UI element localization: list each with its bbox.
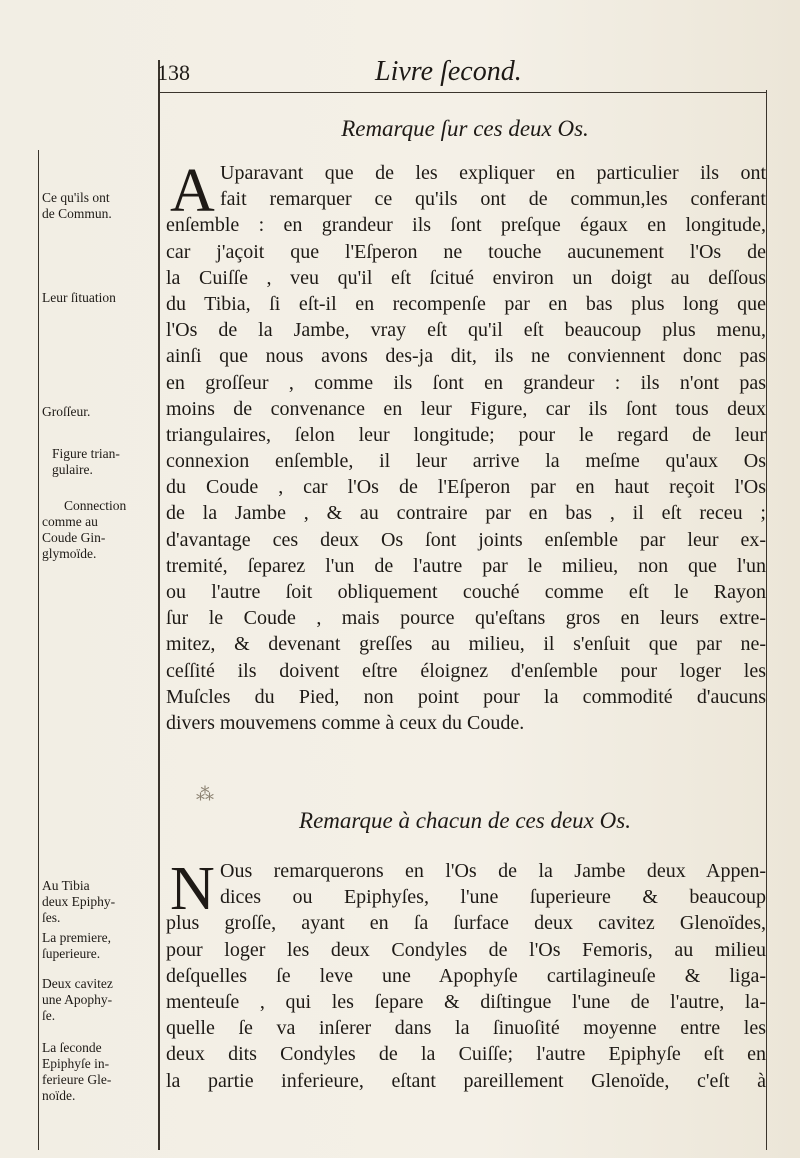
text-line: ou l'autre ſoit obliquement couché comme eſt le Rayon: [166, 581, 766, 603]
margin-note-line: Leur ſituation: [42, 290, 116, 305]
text-line: divers mouvemens comme à ceux du Coude.: [166, 711, 525, 734]
margin-note-line: glymoïde.: [42, 546, 97, 561]
margin-note-line: Au Tibia: [42, 878, 90, 893]
text-line: en groſſeur , comme ils ſont en grandeur : ils n'ont pas: [166, 371, 766, 394]
margin-note-line: ſe.: [42, 1008, 56, 1023]
text-line: ſur le Coude , mais pource qu'eſtans gros en leurs extre-: [166, 607, 766, 630]
text-line: ainſi que nous avons des-ja dit, ils ne conviennent donc pas: [166, 345, 766, 368]
margin-note-line: de Commun.: [42, 206, 112, 221]
text-line: Ous remarquerons en l'Os de la Jambe deux Appen-: [220, 860, 766, 882]
margin-note-situation: [42, 290, 156, 306]
margin-note-line: comme au: [42, 514, 98, 529]
margin-note-connection: [42, 498, 156, 562]
text-line: Muſcles du Pied, non point pour la commodité d'aucuns: [166, 685, 766, 708]
text-line: du Coude , car l'Os de l'Eſperon par en haut reçoit l'Os: [166, 476, 766, 499]
margin-note-line: Figure trian-: [52, 446, 120, 461]
margin-note-line: Groſſeur.: [42, 404, 91, 419]
margin-note-line: une Apophy-: [42, 992, 113, 1007]
text-line: tremité, ſeparez l'un de l'autre par le milieu, non que l'un: [166, 554, 766, 577]
margin-note-line: ferieure Gle-: [42, 1072, 112, 1087]
text-line: d'avantage ces deux Os ſont joints enſemble par leur ex-: [166, 528, 766, 551]
margin-note-line: ſuperieure.: [42, 946, 101, 961]
text-line: fait remarquer ce qu'ils ont de commun,les conferant: [220, 188, 766, 211]
margin-note-line: Connection: [64, 498, 127, 513]
margin-note-cavitez: [42, 976, 156, 1024]
section-2-body: [166, 855, 766, 1094]
text-line: deſquelles ſe leve une Apophyſe cartilagineuſe & liga-: [166, 964, 766, 987]
margin-note-line: Deux cavitez: [42, 976, 113, 991]
text-line: la Cuiſſe , veu qu'il eſt ſcitué environ un doigt au deſſous: [166, 266, 766, 289]
text-line: mitez, & devenant greſſes au milieu, il s'enſuit que par ne-: [166, 633, 766, 656]
text-line: ceſſité ils doivent eſtre éloignez d'enſemble pour loger les: [166, 659, 766, 682]
dropcap-a: A: [170, 157, 215, 225]
text-line: quelle ſe va inſerer dans la ſinuoſité moyenne entre les: [166, 1017, 766, 1040]
margin-note-line: noïde.: [42, 1088, 76, 1103]
page-number: 138: [157, 60, 190, 85]
margin-note-line: Epiphyſe in-: [42, 1056, 110, 1071]
running-title: Livre ſecond.: [375, 56, 522, 87]
section-title-1: Remarque ſur ces deux Os.: [341, 116, 589, 141]
section-1-body: [166, 157, 766, 736]
margin-note-figure: [52, 446, 166, 478]
text-line: plus groſſe, ayant en ſa ſurface deux cavitez Glenoïdes,: [166, 912, 766, 935]
margin-note-line: Ce qu'ils ont: [42, 190, 110, 205]
margin-divider-rule: [158, 60, 160, 1150]
text-line: deux dits Condyles de la Cuiſſe; l'autre Epiphyſe eſt en: [166, 1043, 766, 1066]
dropcap-n: N: [170, 855, 215, 923]
text-line: Uparavant que de les expliquer en particulier ils ont: [220, 162, 766, 184]
text-line: triangulaires, ſelon leur longitude; pour le regard de leur: [166, 423, 766, 446]
margin-note-premiere: [42, 930, 156, 962]
margin-note-line: La premiere,: [42, 930, 111, 945]
text-line: car j'açoit que l'Eſperon ne touche aucunement l'Os de: [166, 240, 766, 263]
text-line: connexion enſemble, il leur arrive la meſme qu'aux Os: [166, 450, 766, 473]
header-rule: [158, 92, 766, 93]
margin-note-line: La ſeconde: [42, 1040, 102, 1055]
text-line: l'Os de la Jambe, vray eſt qu'il eſt beaucoup plus menu,: [166, 319, 766, 342]
text-line: menteuſe , qui les ſepare & diſtingue l'une de l'autre, la-: [166, 990, 766, 1013]
text-line: du Tibia, ſi eſt-il en recompenſe par en bas plus long que: [166, 292, 766, 315]
margin-note-line: ſes.: [42, 910, 61, 925]
margin-note-line: gulaire.: [52, 462, 93, 477]
text-line: pour loger les deux Condyles de l'Os Femoris, au milieu: [166, 938, 766, 961]
margin-note-line: deux Epiphy-: [42, 894, 116, 909]
section-title-2: Remarque à chacun de ces deux Os.: [299, 808, 631, 833]
margin-note-line: Coude Gin-: [42, 530, 106, 545]
text-line: la partie inferieure, eſtant pareillement Glenoïde, c'eſt à: [166, 1069, 766, 1092]
right-edge-rule: [766, 90, 767, 1150]
text-line: de la Jambe , & au contraire par en bas , il eſt receu ;: [166, 502, 766, 525]
margin-note-tibia: [42, 878, 156, 926]
margin-note-seconde: [42, 1040, 156, 1104]
text-line: moins de convenance en leur Figure, car ils ſont tous deux: [166, 397, 766, 420]
decorative-flourish-icon: ⁂: [196, 784, 214, 805]
text-line: enſemble : en grandeur ils ſont preſque égaux en longitude,: [166, 214, 766, 237]
outer-left-rule: [38, 150, 39, 1150]
margin-note-commun: [42, 190, 156, 222]
page-header: [157, 56, 777, 90]
margin-note-grosseur: [42, 404, 156, 420]
text-line: dices ou Epiphyſes, l'une ſuperieure & beaucoup: [220, 886, 766, 909]
